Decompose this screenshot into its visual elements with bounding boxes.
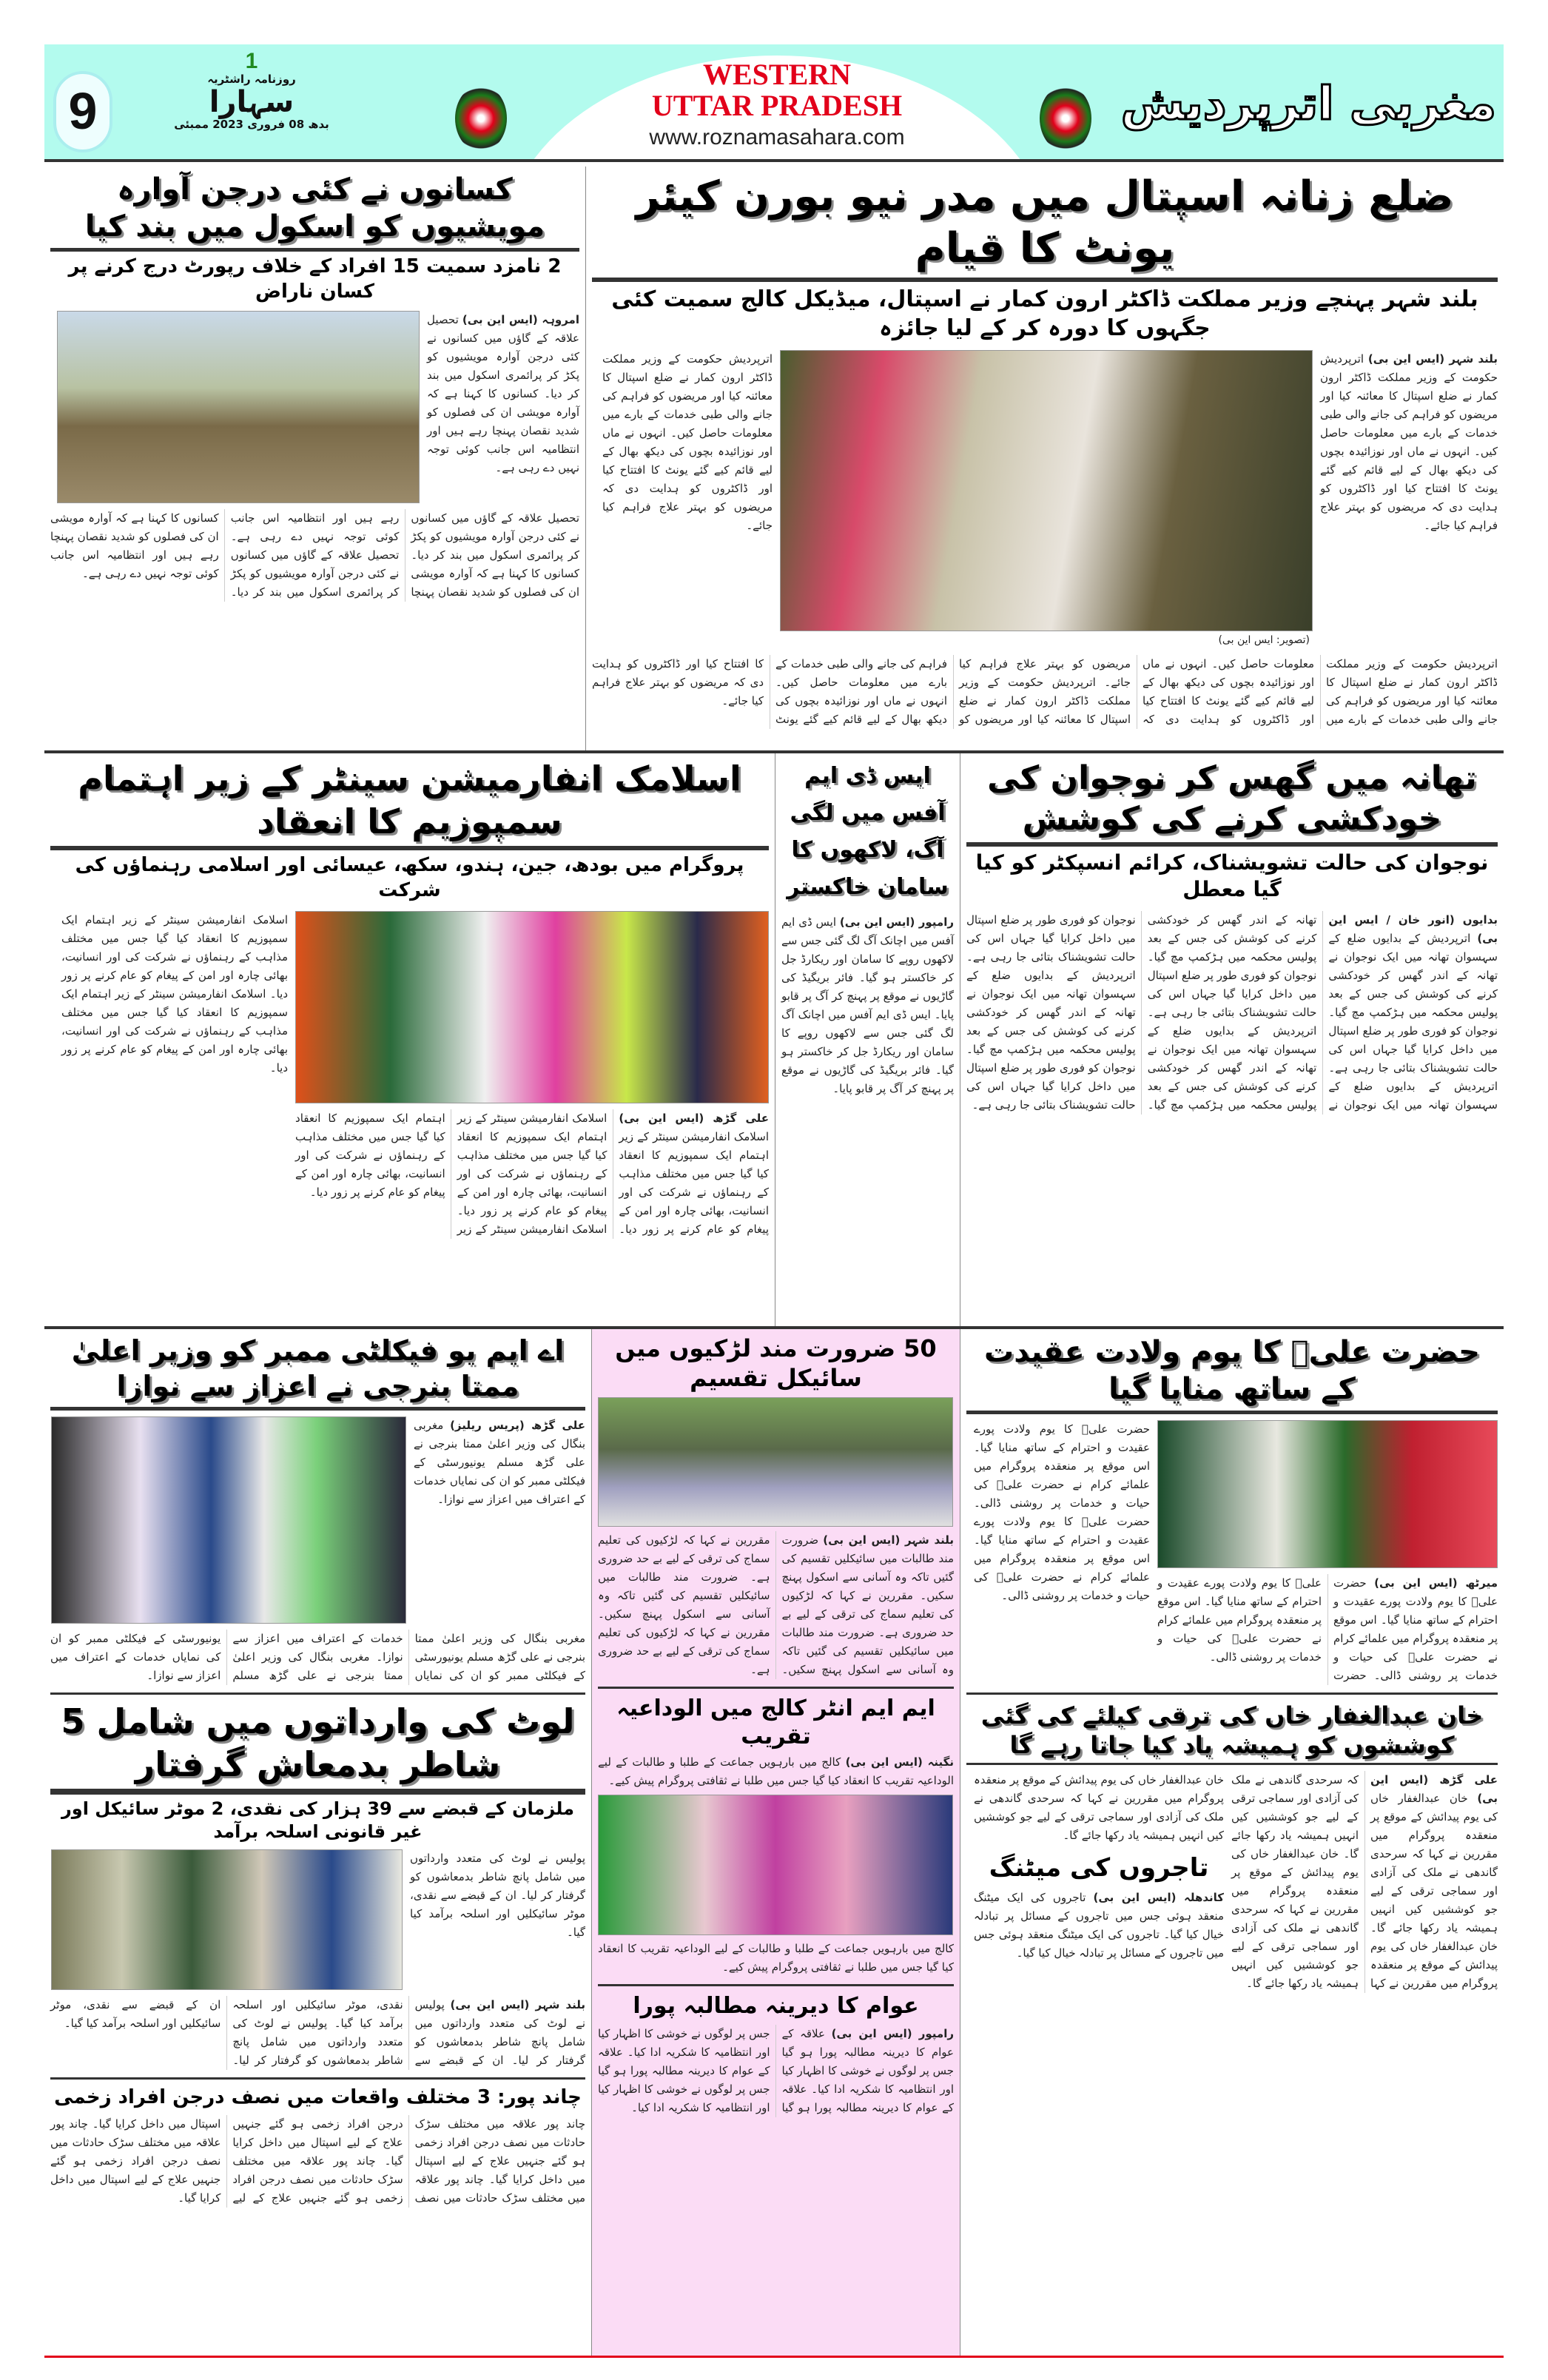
dateline: بلند شہر (ایس این بی) <box>823 1533 954 1547</box>
body-text: اترپردیش حکومت کے وزیر مملکت ڈاکٹر ارون کمار نے ضلع اسپتال کا معائنہ کیا اور مریضوں کو فراہم کی جانے والی طبی خدمات کے بارے میں معلومات حاصل کیں۔ انہوں نے ماں اور نوزائیدہ بچوں کی دیکھ بھال کے لیے قائم کیے گئے یونٹ کا افتتاح کیا اور ڈاکٹروں کو ہدایت دی کہ مریضوں کو بہتر علاج فراہم کیا جائے۔ <box>602 352 773 532</box>
dateline: بلند شہر (ایس این بی) <box>1367 352 1498 366</box>
article-body <box>295 1109 769 1239</box>
english-title-line1: WESTERN <box>702 58 852 91</box>
photo-block <box>780 350 1313 649</box>
dateline: امروہہ (ایس این بی) <box>462 312 579 326</box>
subhead-symposium: پروگرام میں بودھ، جین، ہندو، سکھ، عیسائی اور اسلامی رہنماؤں کی شرکت <box>75 854 744 901</box>
divider <box>50 1789 585 1795</box>
dateline: بدایوں (انور خان / ایس این بی) <box>1328 912 1498 945</box>
story-body-row <box>50 1849 585 1990</box>
subhead-suicide: نوجوان کی حالت تشویشناک، کرائم انسپکٹر کو کیا گیا معطل <box>975 850 1489 902</box>
photo-block <box>1157 1420 1498 1685</box>
dateline: میرٹھ (ایس این بی) <box>1374 1576 1498 1590</box>
story-hazrat-ali <box>966 1334 1498 1685</box>
logo-name: سہارا <box>209 84 295 119</box>
website-link[interactable]: www.roznamasahara.com <box>649 125 905 149</box>
article-body <box>1157 1574 1498 1685</box>
body-text: مغربی بنگال کی وزیر اعلیٰ ممتا بنرجی نے علی گڑھ مسلم یونیورسٹی کے فیکلٹی ممبر کو ان کی نمایاں خدمات کے اعتراف میں اعزاز سے نوازا۔ <box>414 1419 585 1506</box>
article-body <box>974 1420 1150 1605</box>
article-body <box>410 1849 585 1942</box>
headline-symposium: اسلامک انفارمیشن سینٹر کے زیر اہتمام سمپوزیم کا انعقاد <box>78 759 741 841</box>
dateline: بلند شہر (ایس این بی) <box>450 1998 585 2012</box>
story-ghaffar <box>966 1692 1498 1993</box>
paper-logo <box>141 49 363 130</box>
row-middle <box>44 753 1504 1329</box>
article-body <box>598 1531 954 1679</box>
photo-minister-visit <box>780 350 1313 631</box>
sun-emblem-icon <box>455 85 507 152</box>
story-demand <box>598 1984 954 2117</box>
headline-traders: تاجروں کی میٹنگ <box>989 1853 1209 1883</box>
story-symposium <box>44 753 775 1326</box>
article-body <box>1231 1771 1498 1993</box>
article-body <box>50 1630 585 1685</box>
dateline: علی گڑھ (ایس این بی) <box>619 1111 769 1125</box>
story-cycles <box>598 1334 954 1679</box>
divider <box>966 1763 1498 1765</box>
article-body <box>1320 350 1498 535</box>
story-body-row <box>50 311 579 503</box>
row-bottom <box>44 1329 1504 2358</box>
photo-amu-award <box>51 1416 406 1624</box>
article-body <box>592 655 1498 729</box>
headline-farewell: ایم ایم انٹر کالج میں الوداعیہ تقریب <box>616 1695 935 1749</box>
dateline: علی گڑھ (پریس ریلیز) <box>450 1419 585 1432</box>
left-column <box>44 1329 592 2356</box>
page-number: 9 <box>53 71 112 152</box>
article-body <box>61 911 288 1078</box>
article-body <box>598 2025 954 2117</box>
dateline: علی گڑھ (ایس این بی) <box>1370 1773 1498 1805</box>
photo-arrested-men <box>51 1849 403 1990</box>
body-text: تحصیل علاقہ کے گاؤں میں کسانوں نے کئی درجن آوارہ مویشیوں کو پکڑ کر پرائمری اسکول میں بند کر دیا۔ کسانوں کا کہنا ہے کہ آوارہ مویشی ان کی فصلوں کو شدید نقصان پہنچا رہے ہیں اور انتظامیہ اس جانب کوئی توجہ نہیں دے رہی ہے۔ <box>427 312 579 474</box>
story-body-row <box>966 1771 1498 1993</box>
english-title-line2: UTTAR PRADESH <box>651 89 903 122</box>
headline-robbery: لوٹ کی وارداتوں میں شامل 5 شاطر بدمعاش گرفتار <box>61 1701 575 1784</box>
section-title: مغربی اترپردیش <box>1120 76 1496 130</box>
story-body-row <box>50 1416 585 1624</box>
body-text: اترپردیش حکومت کے وزیر مملکت ڈاکٹر ارون کمار نے ضلع اسپتال کا معائنہ کیا اور مریضوں کو فراہم کی جانے والی طبی خدمات کے بارے میں معلومات حاصل کیں۔ انہوں نے ماں اور نوزائیدہ بچوں کی دیکھ بھال کے لیے قائم کیے گئے یونٹ کا افتتاح کیا اور ڈاکٹروں کو ہدایت دی کہ مریضوں کو بہتر علاج فراہم کیا جائے۔ اترپردیش حکومت کے وزیر مملکت ڈاکٹر ارون کمار نے ضلع اسپتال کا معائنہ کیا اور مریضوں کو فراہم کی جانے والی طبی خدمات کے بارے میں معلومات حاصل کیں۔ انہوں نے ماں اور نوزائیدہ بچوں کی دیکھ بھال کے لیے قائم کیے گئے یونٹ کا افتتاح کیا اور ڈاکٹروں کو ہدایت دی کہ مریضوں کو بہتر علاج فراہم کیا جائے۔ <box>592 657 1498 726</box>
story-body-row <box>592 350 1498 649</box>
row-top <box>44 167 1504 753</box>
article-body <box>414 1416 585 1509</box>
divider <box>50 846 769 850</box>
story-robbery <box>50 1692 585 2070</box>
article-body <box>427 311 579 477</box>
photo-hazrat-ali-event <box>1157 1420 1498 1568</box>
body-text: اسلامک انفارمیشن سینٹر کے زیر اہتمام ایک سمپوزیم کا انعقاد کیا گیا جس میں مختلف مذاہب کے رہنماؤں نے شرکت کی اور انسانیت، بھائی چارہ اور امن کے پیغام کو عام کرنے پر زور دیا۔ اسلامک انفارمیشن سینٹر کے زیر اہتمام ایک سمپوزیم کا انعقاد کیا گیا جس میں مختلف مذاہب کے رہنماؤں نے شرکت کی اور انسانیت، بھائی چارہ اور امن کے پیغام کو عام کرنے پر زور دیا۔ اسلامک انفارمیشن سینٹر کے زیر اہتمام ایک سمپوزیم کا انعقاد کیا گیا جس میں مختلف مذاہب کے رہنماؤں نے شرکت کی اور انسانیت، بھائی چارہ اور امن کے پیغام کو عام کرنے پر زور دیا۔ <box>295 1111 769 1236</box>
dateline: رامپور (ایس این بی) <box>839 915 954 929</box>
body-text: کالج میں بارہویں جماعت کے طلبا و طالبات کے لیے الوداعیہ تقریب کا انعقاد کیا گیا جس میں طلبا نے ثقافتی پروگرام پیش کیے۔ <box>598 1755 954 1787</box>
body-text: تحصیل علاقہ کے گاؤں میں کسانوں نے کئی درجن آوارہ مویشیوں کو پکڑ کر پرائمری اسکول میں بند کر دیا۔ کسانوں کا کہنا ہے کہ آوارہ مویشی ان کی فصلوں کو شدید نقصان پہنچا رہے ہیں اور انتظامیہ اس جانب کوئی توجہ نہیں دے رہی ہے۔ تحصیل علاقہ کے گاؤں میں کسانوں نے کئی درجن آوارہ مویشیوں کو پکڑ کر پرائمری اسکول میں بند کر دیا۔ کسانوں کا کہنا ہے کہ آوارہ مویشی ان کی فصلوں کو شدید نقصان پہنچا رہے ہیں اور انتظامیہ اس جانب کوئی توجہ نہیں دے رہی ہے۔ <box>50 511 579 599</box>
divider <box>592 278 1498 282</box>
body-text: حضرت علیؓ کا یوم ولادت پورے عقیدت و احترام کے ساتھ منایا گیا۔ اس موقع پر منعقدہ پروگرام میں علمائے کرام نے حضرت علیؓ کی حیات و خدمات پر روشنی ڈالی۔ حضرت علیؓ کا یوم ولادت پورے عقیدت و احترام کے ساتھ منایا گیا۔ اس موقع پر منعقدہ پروگرام میں علمائے کرام نے حضرت علیؓ کی حیات و خدمات پر روشنی ڈالی۔ <box>974 1422 1150 1602</box>
body-text: علاقہ کے عوام کا دیرینہ مطالبہ پورا ہو گیا جس پر لوگوں نے خوشی کا اظہار کیا اور انتظامیہ کا شکریہ ادا کیا۔ علاقہ کے عوام کا دیرینہ مطالبہ پورا ہو گیا جس پر لوگوں نے خوشی کا اظہار کیا اور انتظامیہ کا شکریہ ادا کیا۔ علاقہ کے عوام کا دیرینہ مطالبہ پورا ہو گیا جس پر لوگوں نے خوشی کا اظہار کیا اور انتظامیہ کا شکریہ ادا کیا۔ <box>598 2026 954 2114</box>
issue-date: بدھ 08 فروری 2023 ممبئی <box>174 117 329 131</box>
article-body <box>50 1996 585 2070</box>
headline-suicide: تھانہ میں گھس کر نوجوان کی خودکشی کرنے کی کوشش <box>987 759 1477 838</box>
photo-symposium <box>295 911 769 1103</box>
story-suicide <box>960 753 1504 1326</box>
divider <box>50 1407 585 1411</box>
dateline: نگینہ (ایس این بی) <box>845 1755 955 1769</box>
story-fire <box>775 753 960 1326</box>
divider <box>50 248 579 252</box>
story-chandpur <box>50 2077 585 2208</box>
dateline: کاندھلہ (ایس این بی) <box>1093 1890 1225 1904</box>
subhead-robbery: ملزمان کے قبضے سے 39 ہزار کی نقدی، 2 موٹر سائیکل اور غیر قانونی اسلحہ برآمد <box>61 1798 575 1843</box>
english-title <box>562 59 992 121</box>
headline-chandpur: چاند پور: 3 مختلف واقعات میں نصف درجن افراد زخمی <box>54 2086 582 2109</box>
divider <box>44 159 1504 162</box>
article-body <box>781 913 954 1098</box>
body-text: کالج میں بارہویں جماعت کے طلبا و طالبات کے لیے الوداعیہ تقریب کا انعقاد کیا گیا جس میں طلبا نے ثقافتی پروگرام پیش کیے۔ <box>598 1942 954 1974</box>
photo-cattle <box>57 311 420 503</box>
dateline: رامپور (ایس این بی) <box>831 2026 954 2040</box>
body-text: حضرت علیؓ کا یوم ولادت پورے عقیدت و احترام کے ساتھ منایا گیا۔ اس موقع پر منعقدہ پروگرام میں علمائے کرام نے حضرت علیؓ کی حیات و خدمات پر روشنی ڈالی۔ حضرت علیؓ کا یوم ولادت پورے عقیدت و احترام کے ساتھ منایا گیا۔ اس موقع پر منعقدہ پروگرام میں علمائے کرام نے حضرت علیؓ کی حیات و خدمات پر روشنی ڈالی۔ <box>1157 1576 1498 1682</box>
photo-cycle-distribution <box>598 1397 953 1527</box>
story-body-row <box>50 911 769 1239</box>
divider <box>966 1411 1498 1414</box>
article-body <box>602 350 773 535</box>
body-text: مغربی بنگال کی وزیر اعلیٰ ممتا بنرجی نے علی گڑھ مسلم یونیورسٹی کے فیکلٹی ممبر کو ان کی نمایاں خدمات کے اعتراف میں اعزاز سے نوازا۔ مغربی بنگال کی وزیر اعلیٰ ممتا بنرجی نے علی گڑھ مسلم یونیورسٹی کے فیکلٹی ممبر کو ان کی نمایاں خدمات کے اعتراف میں اعزاز سے نوازا۔ <box>50 1632 585 1682</box>
body-text: پولیس نے لوٹ کی متعدد وارداتوں میں شامل پانچ شاطر بدمعاشوں کو گرفتار کر لیا۔ ان کے قبضے سے نقدی، موٹر سائیکلیں اور اسلحہ برآمد کیا گیا۔ پولیس نے لوٹ کی متعدد وارداتوں میں شامل پانچ شاطر بدمعاشوں کو گرفتار کر لیا۔ ان کے قبضے سے نقدی، موٹر سائیکلیں اور اسلحہ برآمد کیا گیا۔ <box>50 1998 585 2068</box>
headline-cycles: 50 ضرورت مند لڑکیوں میں سائیکل تقسیم <box>615 1334 937 1392</box>
article-body <box>50 509 579 602</box>
headline-amu: اے ایم یو فیکلٹی ممبر کو وزیر اعلیٰ ممتا بنرجی نے اعزاز سے نوازا <box>71 1334 565 1402</box>
story-newborn <box>586 167 1504 750</box>
story-amu <box>50 1334 585 1685</box>
headline-hazrat-ali: حضرت علیؓ کا یوم ولادت عقیدت کے ساتھ منایا گیا <box>984 1335 1480 1406</box>
body-text: چاند پور علاقہ میں مختلف سڑک حادثات میں نصف درجن افراد زخمی ہو گئے جنہیں علاج کے لیے اسپتال میں داخل کرایا گیا۔ چاند پور علاقہ میں مختلف سڑک حادثات میں نصف درجن افراد زخمی ہو گئے جنہیں علاج کے لیے اسپتال میں داخل کرایا گیا۔ چاند پور علاقہ میں مختلف سڑک حادثات میں نصف درجن افراد زخمی ہو گئے جنہیں علاج کے لیے اسپتال میں داخل کرایا گیا۔ چاند پور علاقہ میں مختلف سڑک حادثات میں نصف درجن افراد زخمی ہو گئے جنہیں علاج کے لیے اسپتال میں داخل کرایا گیا۔ <box>50 2117 585 2205</box>
page-content <box>44 167 1504 2358</box>
left-subcolumn <box>974 1771 1224 1963</box>
subhead-cattle: 2 نامزد سمیت 15 افراد کے خلاف رپورٹ درج کرنے پر کسان ناراض <box>68 255 562 303</box>
right-column <box>960 1329 1504 2356</box>
divider <box>966 842 1498 847</box>
subhead-newborn: بلند شہر پہنچے وزیر مملکت ڈاکٹر ارون کمار نے اسپتال، میڈیکل کالج سمیت کئی جگہوں کا دورہ کر کے لیا جائزہ <box>611 286 1478 341</box>
headline-demand: عوام کا دیرینہ مطالبہ پورا <box>633 1993 919 2019</box>
story-cattle <box>44 167 586 750</box>
article-body <box>966 911 1498 1115</box>
body-text: ایس ڈی ایم آفس میں اچانک آگ لگ گئی جس سے لاکھوں روپے کا سامان اور ریکارڈ جل کر خاکستر ہو گیا۔ فائر بریگیڈ کی گاڑیوں نے موقع پر پہنچ کر آگ پر قابو پایا۔ ایس ڈی ایم آفس میں اچانک آگ لگ گئی جس سے لاکھوں روپے کا سامان اور ریکارڈ جل کر خاکستر ہو گیا۔ فائر بریگیڈ کی گاڑیوں نے موقع پر پہنچ کر آگ پر قابو پایا۔ <box>781 915 954 1095</box>
article-body <box>974 1889 1224 1963</box>
logo-prefix: روزنامہ راشٹریہ <box>207 73 296 86</box>
body-text: خان عبدالغفار خاں کی یوم پیدائش کے موقع پر منعقدہ پروگرام میں مقررین نے کہا کہ سرحدی گاندھی نے ملک کی آزادی اور سماجی ترقی کے لیے جو کوششیں کیں انہیں ہمیشہ یاد رکھا جائے گا۔ خان عبدالغفار خاں کی یوم پیدائش کے موقع پر منعقدہ پروگرام میں مقررین نے کہا کہ سرحدی گاندھی نے ملک کی آزادی اور سماجی ترقی کے لیے جو کوششیں کیں انہیں ہمیشہ یاد رکھا جائے گا۔ خان عبدالغفار خاں کی یوم پیدائش کے موقع پر منعقدہ پروگرام میں مقررین نے کہا کہ سرحدی گاندھی نے ملک کی آزادی اور سماجی ترقی کے لیے جو کوششیں کیں انہیں ہمیشہ یاد رکھا جائے گا۔ <box>1231 1773 1498 1990</box>
body-text: اترپردیش کے بدایوں ضلع کے سہسوان تھانہ میں ایک نوجوان نے تھانہ کے اندر گھس کر خودکشی کرنے کی کوشش کی جس کے بعد پولیس محکمہ میں ہڑکمپ مچ گیا۔ نوجوان کو فوری طور پر ضلع اسپتال میں داخل کرایا گیا جہاں اس کی حالت تشویشناک بتائی جا رہی ہے۔ اترپردیش کے بدایوں ضلع کے سہسوان تھانہ میں ایک نوجوان نے تھانہ کے اندر گھس کر خودکشی کرنے کی کوشش کی جس کے بعد پولیس محکمہ میں ہڑکمپ مچ گیا۔ نوجوان کو فوری طور پر ضلع اسپتال میں داخل کرایا گیا جہاں اس کی حالت تشویشناک بتائی جا رہی ہے۔ اترپردیش کے بدایوں ضلع کے سہسوان تھانہ میں ایک نوجوان نے تھانہ کے اندر گھس کر خودکشی کرنے کی کوشش کی جس کے بعد پولیس محکمہ میں ہڑکمپ مچ گیا۔ نوجوان کو فوری طور پر ضلع اسپتال میں داخل کرایا گیا جہاں اس کی حالت تشویشناک بتائی جا رہی ہے۔ اترپردیش کے بدایوں ضلع کے سہسوان تھانہ میں ایک نوجوان نے تھانہ کے اندر گھس کر خودکشی کرنے کی کوشش کی جس کے بعد پولیس محکمہ میں ہڑکمپ مچ گیا۔ نوجوان کو فوری طور پر ضلع اسپتال میں داخل کرایا گیا جہاں اس کی حالت تشویشناک بتائی جا رہی ہے۔ <box>966 912 1498 1112</box>
headline-fire: ایس ڈی ایم آفس میں لگی آگ، لاکھوں کا سامان خاکستر <box>787 763 949 900</box>
headline-newborn: ضلع زنانہ اسپتال میں مدر نیو بورن کیئر یونٹ کا قیام <box>636 172 1454 272</box>
article-body <box>50 2115 585 2208</box>
story-body-row <box>966 1420 1498 1685</box>
sun-emblem-icon <box>1040 85 1091 152</box>
body-text: اسلامک انفارمیشن سینٹر کے زیر اہتمام ایک سمپوزیم کا انعقاد کیا گیا جس میں مختلف مذاہب کے رہنماؤں نے شرکت کی اور انسانیت، بھائی چارہ اور امن کے پیغام کو عام کرنے پر زور دیا۔ اسلامک انفارمیشن سینٹر کے زیر اہتمام ایک سمپوزیم کا انعقاد کیا گیا جس میں مختلف مذاہب کے رہنماؤں نے شرکت کی اور انسانیت، بھائی چارہ اور امن کے پیغام کو عام کرنے پر زور دیا۔ <box>61 912 288 1075</box>
body-text: ضرورت مند طالبات میں سائیکلیں تقسیم کی گئیں تاکہ وہ آسانی سے اسکول پہنچ سکیں۔ مقررین نے کہا کہ لڑکیوں کی تعلیم سماج کی ترقی کے لیے بے حد ضروری ہے۔ ضرورت مند طالبات میں سائیکلیں تقسیم کی گئیں تاکہ وہ آسانی سے اسکول پہنچ سکیں۔ مقررین نے کہا کہ لڑکیوں کی تعلیم سماج کی ترقی کے لیے بے حد ضروری ہے۔ ضرورت مند طالبات میں سائیکلیں تقسیم کی گئیں تاکہ وہ آسانی سے اسکول پہنچ سکیں۔ مقررین نے کہا کہ لڑکیوں کی تعلیم سماج کی ترقی کے لیے بے حد ضروری ہے۔ <box>598 1533 954 1676</box>
story-farewell <box>598 1687 954 1977</box>
article-body <box>598 1753 954 1790</box>
body-text: تاجروں کی ایک میٹنگ منعقد ہوئی جس میں تاجروں کے مسائل پر تبادلہ خیال کیا گیا۔ تاجروں کی ایک میٹنگ منعقد ہوئی جس میں تاجروں کے مسائل پر تبادلہ خیال کیا گیا۔ <box>974 1890 1224 1960</box>
body-text: پولیس نے لوٹ کی متعدد وارداتوں میں شامل پانچ شاطر بدمعاشوں کو گرفتار کر لیا۔ ان کے قبضے سے نقدی، موٹر سائیکلیں اور اسلحہ برآمد کیا گیا۔ <box>410 1852 585 1940</box>
body-text: اترپردیش حکومت کے وزیر مملکت ڈاکٹر ارون کمار نے ضلع اسپتال کا معائنہ کیا اور مریضوں کو فراہم کی جانے والی طبی خدمات کے بارے میں معلومات حاصل کیں۔ انہوں نے ماں اور نوزائیدہ بچوں کی دیکھ بھال کے لیے قائم کیے گئے یونٹ کا افتتاح کیا اور ڈاکٹروں کو ہدایت دی کہ مریضوں کو بہتر علاج فراہم کیا جائے۔ <box>1320 352 1498 532</box>
logo-one: 1 <box>245 49 258 73</box>
body-text: خان عبدالغفار خاں کی یوم پیدائش کے موقع پر منعقدہ پروگرام میں مقررین نے کہا کہ سرحدی گاندھی نے ملک کی آزادی اور سماجی ترقی کے لیے جو کوششیں کیں انہیں ہمیشہ یاد رکھا جائے گا۔ <box>974 1773 1224 1842</box>
photo-credit: (تصویر: ایس این بی) <box>1218 634 1310 646</box>
headline-ghaffar: خان عبدالغفار خاں کی ترقی کیلئے کی گئی کوششوں کو ہمیشہ یاد کیا جاتا رہے گا <box>980 1701 1484 1759</box>
article-body <box>598 1940 954 1977</box>
photo-farewell <box>598 1795 953 1935</box>
pink-panel <box>592 1329 960 2356</box>
photo-block <box>295 911 769 1239</box>
article-body <box>974 1771 1224 1845</box>
headline-cattle: کسانوں نے کئی درجن آوارہ مویشیوں کو اسکول میں بند کیا <box>84 172 545 243</box>
